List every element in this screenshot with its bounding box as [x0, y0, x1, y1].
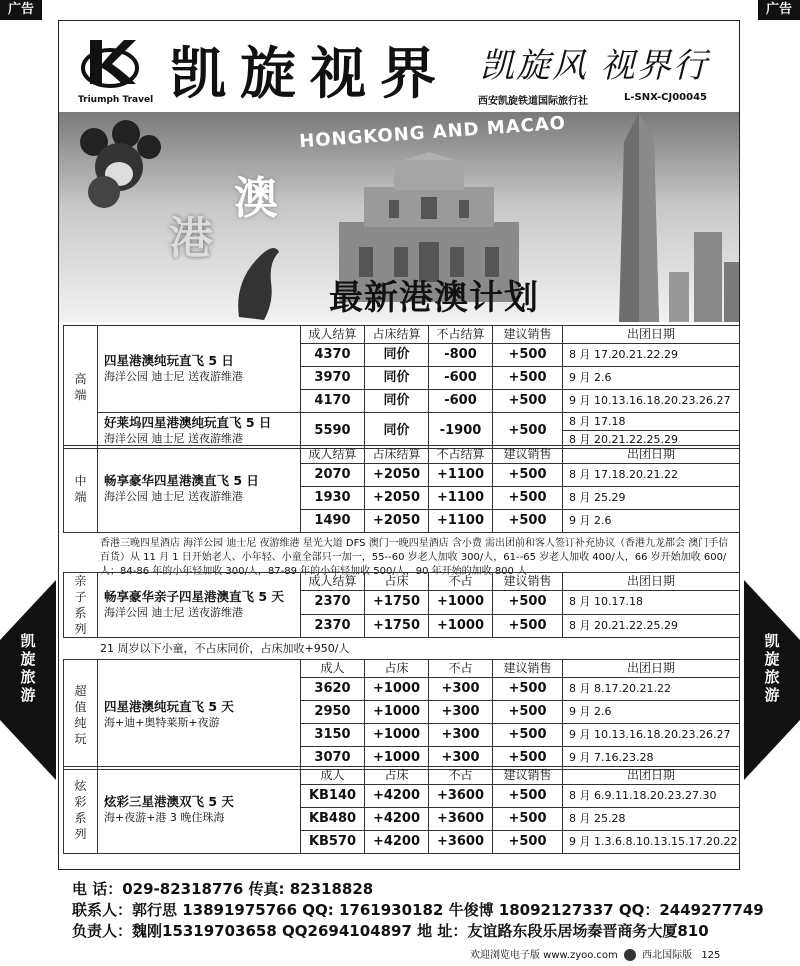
banner-macao-char: 澳 [234, 173, 278, 224]
product-info: 炫彩三星港澳双飞 5 天 海+夜游+港 3 晚住珠海 [98, 767, 301, 854]
logo-english-name: Triumph Travel [78, 95, 154, 105]
category-dazzle: 炫 彩 系 列 [64, 767, 98, 854]
cartoon-mascot-icon [64, 112, 174, 222]
ifc-tower-icon [599, 112, 739, 322]
family-table [63, 572, 740, 638]
brand-chinese-name: 凯旋视界 [170, 41, 450, 107]
table-row: KB140 +4200 +3600 +500 8 月 6.9.11.18.20.23.27.30 [64, 785, 740, 808]
category-high-end: 高 端 [64, 326, 98, 449]
side-tab-left: 凯 旋 旅 游 [0, 580, 56, 780]
side-tab-right: 凯 旋 旅 游 [744, 580, 800, 780]
column-header: 出团日期 [563, 326, 740, 344]
banner-english-title: HONGKONG AND MACAO [298, 112, 567, 153]
table-row: 3620 +1000 +300 +500 8 月 8.17.20.21.22 [64, 678, 740, 701]
table-row: 2370 +1750 +1000 +500 8 月 10.17.18 [64, 591, 740, 614]
contact-persons: 联系人：郭行思 13891975766 QQ: 1761930182 牛俊博 18092127337 QQ：2449277749 [72, 901, 764, 919]
mid-end-note: 香港三晚四星酒店 海洋公园 迪士尼 夜游维港 星光大道 DFS 澳门一晚四星酒店 含小费 需出团前和客人签订补充协议（香港九龙都会 澳门手信百货）从 11 月 1 日开始老人、小年轻、小童全部只一加一，55--60 岁老人加收 300/人，61--65 岁老人加收 400/人，66 岁开始加收 600/人；84-86 年的小年轻加收 300/人，87-89 年的小年轻加收 500/人，90 年开始的加收 800 人 [100, 538, 729, 577]
category-value: 超 值 纯 玩 [64, 660, 98, 770]
column-header: 占床结算 [365, 446, 429, 464]
product-info: 四星港澳纯玩直飞 5 日 海洋公园 迪士尼 送夜游维港 [98, 326, 301, 413]
column-header: 成人结算 [301, 446, 365, 464]
product-info: 好莱坞四星港澳纯玩直飞 5 日 海洋公园 迪士尼 送夜游维港 [98, 413, 301, 449]
table-row: KB570 +4200 +3600 +500 9 月 1.3.6.8.10.13.15.17.20.22 [64, 831, 740, 854]
dolphin-icon [229, 242, 299, 322]
column-header: 占床 [365, 660, 429, 678]
value-table [63, 659, 740, 770]
column-header: 建议销售 [493, 660, 563, 678]
table-row: 3070 +1000 +300 +500 9 月 7.16.23.28 [64, 747, 740, 770]
column-header: 出团日期 [563, 573, 740, 591]
column-header: 建议销售 [493, 573, 563, 591]
page-number: 125 [701, 950, 721, 961]
brand-slogan: 凯旋风 视界行 [480, 46, 709, 86]
footer-welcome: 欢迎浏览电子版 www.zyoo.com [470, 950, 618, 961]
column-header: 建议销售 [493, 446, 563, 464]
column-header: 不占结算 [429, 326, 493, 344]
footer-edition: 西北国际版 [642, 950, 693, 961]
product-info: 畅享豪华四星港澳直飞 5 日 海洋公园 迪士尼 送夜游维港 [98, 446, 301, 533]
column-header: 占床 [365, 767, 429, 785]
banner-main-title: 最新港澳计划 [329, 278, 539, 318]
column-header: 成人 [301, 767, 365, 785]
category-mid-end: 中 端 [64, 446, 98, 533]
footer-emblem-icon [624, 949, 636, 961]
column-header: 建议销售 [493, 326, 563, 344]
mid-end-table [63, 445, 740, 533]
table-row: 8 月 20.21.22.25.29 [64, 431, 740, 449]
table-row: 1930 +2050 +1100 +500 8 月 25.29 [64, 487, 740, 510]
dazzle-table [63, 766, 740, 854]
ad-label-left: 广告 [0, 0, 42, 20]
page-footer [470, 946, 720, 961]
banner-hongkong-char: 港 [169, 213, 213, 264]
triumph-logo-icon [80, 32, 140, 92]
table-row: 4370 同价 -800 +500 8 月 17.20.21.22.29 [64, 344, 740, 367]
table-row: 2370 +1750 +1000 +500 8 月 20.21.22.25.29 [64, 614, 740, 637]
table-row: 好莱坞四星港澳纯玩直飞 5 日 海洋公园 迪士尼 送夜游维港 5590 同价 -1900 +500 8 月 17.18 [64, 413, 740, 431]
table-row: 3150 +1000 +300 +500 9 月 10.13.16.18.20.23.26.27 [64, 724, 740, 747]
column-header: 成人结算 [301, 573, 365, 591]
table-row: 3970 同价 -600 +500 9 月 2.6 [64, 367, 740, 390]
column-header: 出团日期 [563, 660, 740, 678]
table-row: KB480 +4200 +3600 +500 8 月 25.28 [64, 808, 740, 831]
column-header: 不占 [429, 660, 493, 678]
license-number: L-SNX-CJ00045 [624, 92, 707, 103]
ad-label-right: 广告 [758, 0, 800, 20]
column-header: 不占结算 [429, 446, 493, 464]
column-header: 出团日期 [563, 767, 740, 785]
column-header: 占床结算 [365, 326, 429, 344]
product-info: 畅享豪华亲子四星港澳直飞 5 天 海洋公园 迪士尼 送夜游维港 [98, 573, 301, 638]
column-header: 不占 [429, 767, 493, 785]
contact-manager-address: 负责人：魏刚15319703658 QQ2694104897 地 址：友谊路东段乐居场秦晋商务大厦810 [72, 922, 709, 940]
hongkong-macao-banner [59, 112, 739, 322]
table-row: 1490 +2050 +1100 +500 9 月 2.6 [64, 510, 740, 533]
column-header: 不占 [429, 573, 493, 591]
column-header: 建议销售 [493, 767, 563, 785]
agency-name: 西安凯旋铁道国际旅行社 [478, 96, 588, 107]
column-header: 出团日期 [563, 446, 740, 464]
family-note: 21 周岁以下小童，不占床同价，占床加收+950/人 [100, 642, 350, 655]
column-header: 成人结算 [301, 326, 365, 344]
column-header: 成人 [301, 660, 365, 678]
high-end-table [63, 325, 740, 449]
column-header: 占床 [365, 573, 429, 591]
table-row: 2070 +2050 +1100 +500 8 月 17.18.20.21.22 [64, 464, 740, 487]
table-row: 4170 同价 -600 +500 9 月 10.13.16.18.20.23.26.27 [64, 390, 740, 413]
product-info: 四星港澳纯玩直飞 5 天 海+迪+奥特莱斯+夜游 [98, 660, 301, 770]
contact-phone: 电 话：029-82318776 传真: 82318828 [72, 880, 374, 898]
table-row: 2950 +1000 +300 +500 9 月 2.6 [64, 701, 740, 724]
category-family: 亲 子 系 列 [64, 573, 98, 638]
